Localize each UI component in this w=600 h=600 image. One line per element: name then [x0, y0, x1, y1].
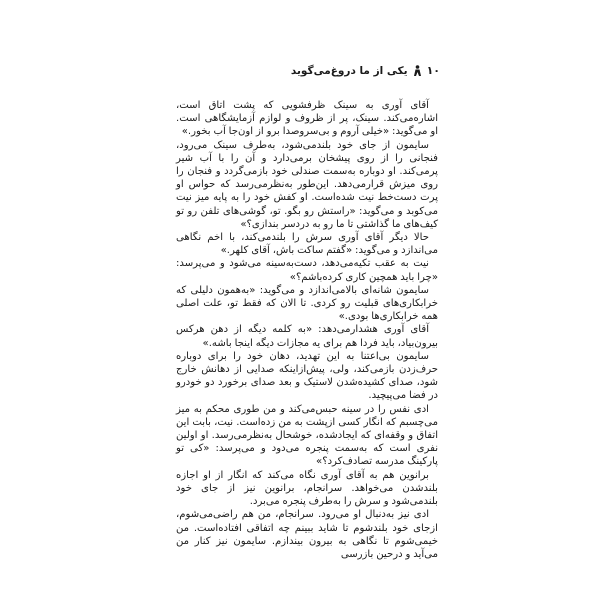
paragraph: حالا دیگر آقای آوری سرش را بلندمی‌کند، با اخم نگاهی می‌اندازد و می‌گوید: «گفتم ساکت باش، آقای کلهر.» — [176, 232, 438, 257]
paragraph: سایمون شانه‌ای بالامی‌اندازد و می‌گوید: «به‌همون دلیلی که خرابکاری‌های قبلیت رو کردی. تا الان که فقط تو، علت اصلی همه خرابکاری‌ها بودی.» — [176, 284, 438, 323]
paragraph: ادی نیز به‌دنبال او می‌رود. سرانجام، من هم راضی‌می‌شوم، ازجای خود بلندشوم تا شاید ببینم چه اتفاقی افتاده‌است. من خیمی‌شوم تا نگاهی به بیرون بیندازم. سایمون نیز کنار من می‌آید و درحین بازرسی — [176, 509, 438, 560]
paragraph: سایمون بی‌اعتنا به این تهدید، دهان خود را برای دوباره حرف‌زدن بازمی‌کند، ولی، پیش‌ازاینکه صدایی از دهانش خارج شود، صدای کشیده‌شدن لاستیک و بعد صدای برخورد دو خودرو در فضا می‌پیچید. — [176, 350, 438, 402]
page-number: ۱۰ — [426, 64, 440, 77]
body-text — [176, 99, 438, 561]
running-header — [291, 64, 440, 77]
paragraph: آقای آوری هشدارمی‌دهد: «به کلمه دیگه از دهن هرکس بیرون‌بیاد، باید فردا هم برای یه مجازات دیگه اینجا باشه.» — [176, 324, 438, 349]
paragraph: ادی نفس را در سینه حبس‌می‌کند و من طوری محکم به میز می‌چسبم که انگار کسی ازپشت به من زده‌است. نیت، بابت این اتفاق و وقفه‌ای که ایجادشده، خوشحال به‌نظرمی‌رسد. او اولین نفری است که به‌سمت پنجره می‌دود و می‌پرسد: «کی تو پارکینگ مدرسه تصادف‌کرد؟» — [176, 403, 438, 468]
paragraph: برانوین هم به آقای آوری نگاه می‌کند که انگار از او اجازه بلندشدن می‌خواهد. سرانجام، برانوین نیز از جای خود بلندمی‌شود و سرش را به‌طرف پنجره می‌برد. — [176, 469, 438, 508]
book-title: یکی از ما دروغ‌می‌گوید — [290, 64, 408, 77]
paragraph: سایمون از جای خود بلندمی‌شود، به‌طرف سینک می‌رود، فنجانی را از روی پیشخان برمی‌دارد و آن را با آب شیر پرمی‌کند. او دوباره به‌سمت صندلی خود بازمی‌گردد و فنجان را روی میزش قرارمی‌دهد. این‌طور به‌نظرمی‌رسد که حواس او پرت دست‌خط نیت شده‌است. او کفش خود را به پایه میز نیت می‌کوبد و می‌گوید: «راستش رو بگو. تو، گوشی‌های تلفن رو تو کیف‌های ما گذاشتی تا ما رو به دردسر بندازی؟» — [176, 139, 438, 230]
paragraph: آقای آوری به سینک ظرفشویی که پشت اتاق است، اشاره‌می‌کند. سینک، پر از ظروف و لوازم آزمایشگاهی است. او می‌گوید: «خیلی آروم و بی‌سروصدا برو از اون‌جا آب بخور.» — [176, 100, 438, 138]
paragraph: نیت به عقب تکیه‌می‌دهد، دست‌به‌سینه می‌شود و می‌پرسد: «چرا باید همچین کاری کرده‌باشم؟» — [176, 258, 438, 283]
figure-ornament-icon — [413, 65, 422, 77]
